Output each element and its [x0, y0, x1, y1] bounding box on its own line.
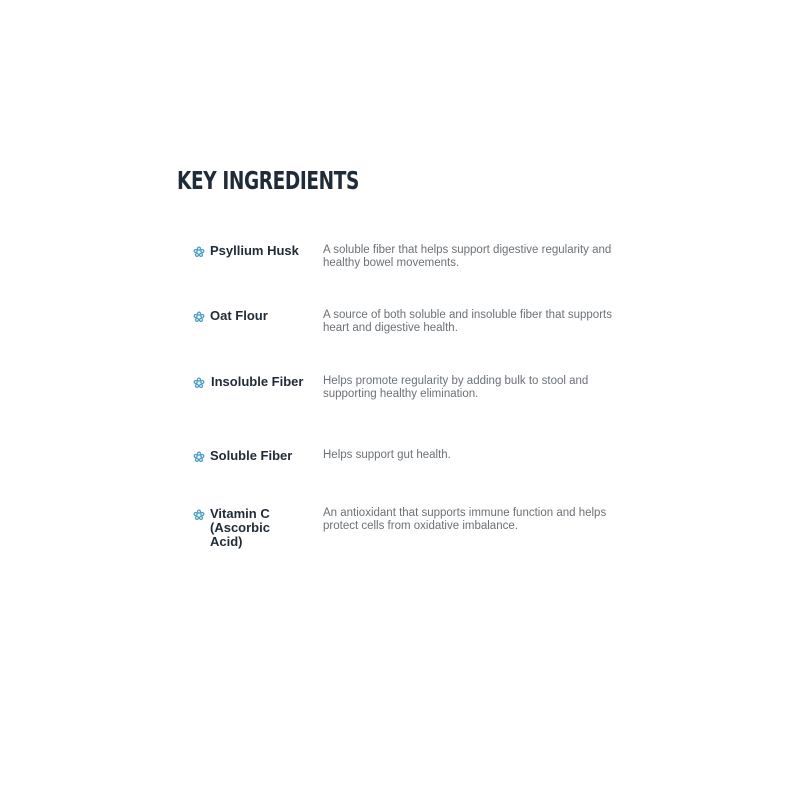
ingredient-description: Helps support gut health.	[323, 449, 451, 461]
flower-icon	[193, 451, 205, 463]
ingredient-description: A soluble fiber that helps support digestive regularity and healthy bowel movements.	[323, 244, 612, 269]
ingredient-name: Psyllium Husk	[210, 243, 299, 258]
ingredient-description: An antioxidant that supports immune function and helps protect cells from oxidative imbalance.	[323, 507, 607, 532]
flower-icon	[193, 311, 205, 323]
ingredient-description: A source of both soluble and insoluble fiber that supports heart and digestive health.	[323, 309, 612, 334]
ingredient-name: Oat Flour	[210, 308, 268, 323]
ingredient-name: Vitamin C (Ascorbic Acid)	[210, 506, 270, 549]
ingredient-description: Helps promote regularity by adding bulk to stool and supporting healthy elimination.	[323, 375, 589, 400]
ingredient-name: Soluble Fiber	[210, 448, 293, 463]
page-title: KEY INGREDIENTS	[177, 166, 360, 195]
flower-icon	[193, 509, 205, 521]
ingredient-name: Insoluble Fiber	[211, 374, 304, 389]
flower-icon	[193, 377, 205, 389]
flower-icon	[193, 246, 205, 258]
